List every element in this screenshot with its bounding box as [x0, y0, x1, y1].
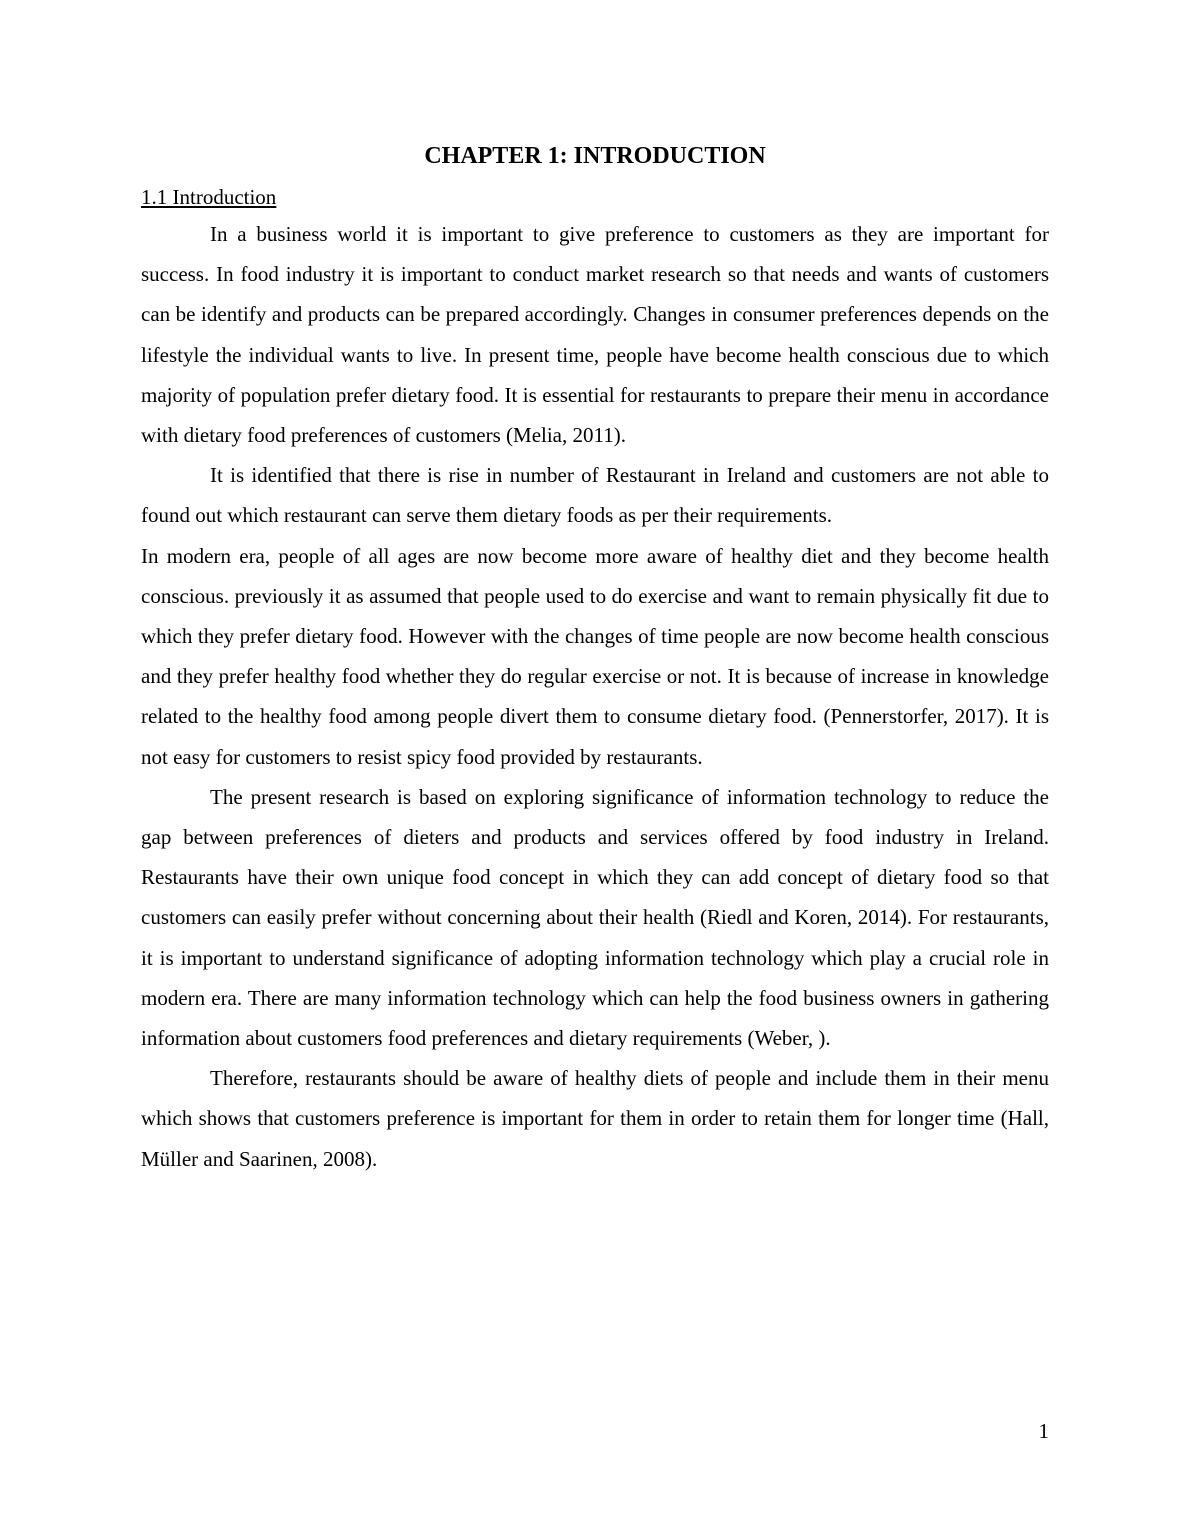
paragraph-4: The present research is based on exploring significance of information technology to reduce the gap between preferences of dieters and products and services offered by food industry in Ireland. Restaurants have their own unique food concept in which they can add concept of dietary food so that customers can easily prefer without concerning about their health (Riedl and Koren, 2014). For restaurants, it is important to understand significance of adopting information technology which play a crucial role in modern era. There are many information technology which can help the food business owners in gathering information about customers food preferences and dietary requirements (Weber, ). [141, 784, 1049, 1051]
page-number: 1 [1038, 1419, 1049, 1443]
section-heading: 1.1 Introduction [141, 185, 277, 209]
chapter-title: CHAPTER 1: INTRODUCTION [424, 143, 766, 169]
paragraph-5: Therefore, restaurants should be aware of healthy diets of people and include them in their menu which shows that customers preference is important for them in order to retain them for longer time (Hall, Müller and Saarinen, 2008). [141, 1066, 1049, 1171]
page-content [141, 138, 1049, 1179]
paragraph-1: In a business world it is important to give preference to customers as they are important for success. In food industry it is important to conduct market research so that needs and wants of customers can be identify and products can be prepared accordingly. Changes in consumer preferences depends on the lifestyle the individual wants to live. In present time, people have become health conscious due to which majority of population prefer dietary food. It is essential for restaurants to prepare their menu in accordance with dietary food preferences of customers (Melia, 2011). [141, 222, 1049, 448]
paragraph-2: It is identified that there is rise in number of Restaurant in Ireland and customers are not able to found out which restaurant can serve them dietary foods as per their requirements. [141, 463, 1049, 528]
paragraph-3: In modern era, people of all ages are now become more aware of healthy diet and they become health conscious. previously it as assumed that people used to do exercise and want to remain physically fit due to which they prefer dietary food. However with the changes of time people are now become health conscious and they prefer healthy food whether they do regular exercise or not. It is because of increase in knowledge related to the healthy food among people divert them to consume dietary food. (Pennerstorfer, 2017). It is not easy for customers to resist spicy food provided by restaurants. [141, 543, 1049, 769]
